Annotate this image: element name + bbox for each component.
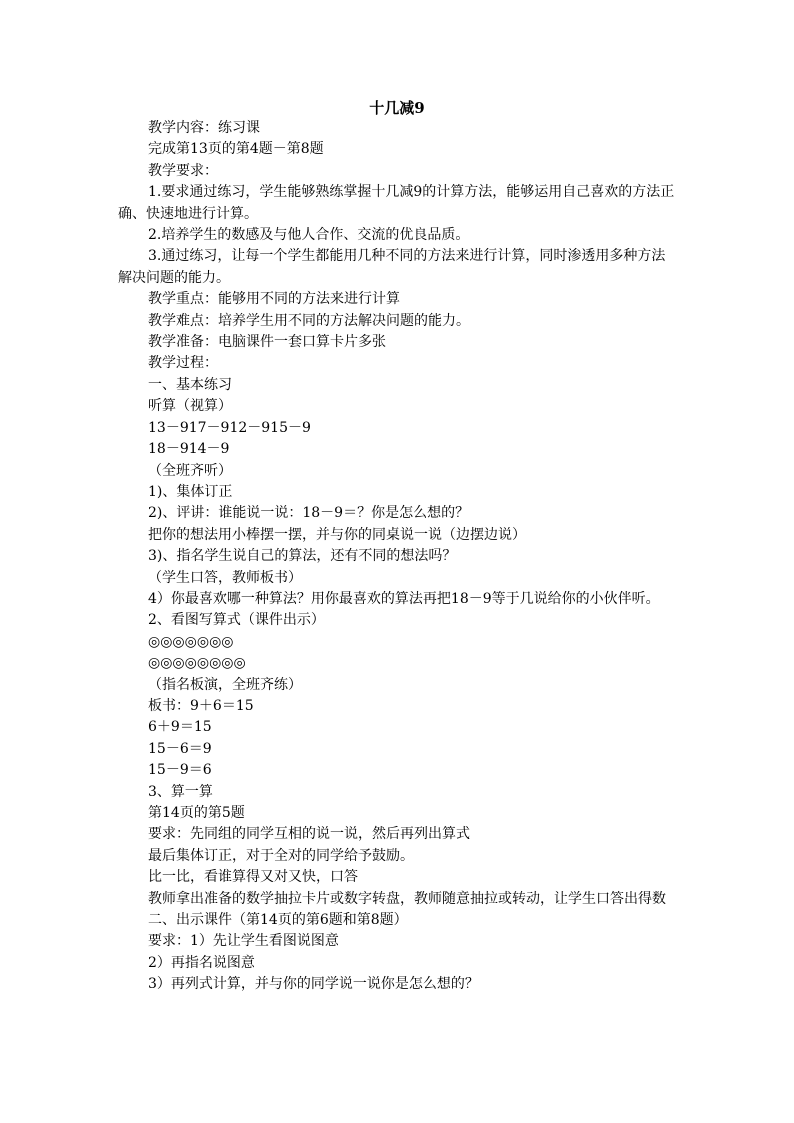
paragraph: 最后集体订正，对于全对的同学给予鼓励。 xyxy=(148,847,414,864)
paragraph: 3)、指名学生说自己的算法，还有不同的想法吗？ xyxy=(148,548,457,565)
paragraph: 3.通过练习，让每一个学生都能用几种不同的方法来进行计算，同时渗透用多种方法解决问题的能力。 xyxy=(118,248,666,286)
paragraph: 4）你最喜欢哪一种算法？用你最喜欢的算法再把18－9等于几说给你的小伙伴听。 xyxy=(148,590,660,607)
paragraph: 教学准备：电脑课件一套口算卡片多张 xyxy=(148,334,386,351)
paragraph: （学生口答，教师板书） xyxy=(148,569,302,586)
paragraph: 第14页的第5题 xyxy=(148,805,245,821)
paragraph: 3、算一算 xyxy=(148,783,213,800)
paragraph: 2.培养学生的数感及与他人合作、交流的优良品质。 xyxy=(148,227,470,244)
paragraph: 教学难点：培养学生用不同的方法解决问题的能力。 xyxy=(148,312,470,329)
document-body xyxy=(118,118,678,996)
paragraph: 教学要求： xyxy=(148,162,218,179)
paragraph: ◎◎◎◎◎◎◎ xyxy=(148,633,234,650)
paragraph: 2)、评讲：谁能说一说：18－9＝？你是怎么想的？ xyxy=(148,505,470,522)
paragraph: 15－6＝9 xyxy=(148,740,212,757)
paragraph: 完成第13页的第4题－第8题 xyxy=(148,141,324,158)
paragraph: 听算（视算） xyxy=(148,398,232,415)
paragraph: 二、出示课件（第14页的第6题和第8题） xyxy=(148,912,408,929)
paragraph: （全班齐听） xyxy=(148,462,232,479)
paragraph: 1)、集体订正 xyxy=(148,483,233,500)
paragraph: 2）再指名说图意 xyxy=(148,954,255,971)
paragraph: 教学重点：能够用不同的方法来进行计算 xyxy=(148,291,400,308)
paragraph: 18－914－9 xyxy=(148,441,230,458)
paragraph: 把你的想法用小棒摆一摆，并与你的同桌说一说（边摆边说） xyxy=(148,526,526,543)
paragraph: 教学内容：练习课 xyxy=(148,120,260,136)
paragraph: 要求：先同组的同学互相的说一说，然后再列出算式 xyxy=(148,826,470,843)
document-title: 十几减9 xyxy=(369,99,425,117)
paragraph: 板书：9＋6＝15 xyxy=(148,697,254,714)
paragraph: 教师拿出准备的数学抽拉卡片或数字转盘，教师随意抽拉或转动，让学生口答出得数 xyxy=(148,890,666,907)
paragraph: 要求：1）先让学生看图说图意 xyxy=(148,933,339,950)
paragraph: 15－9＝6 xyxy=(148,762,212,779)
paragraph: 6＋9＝15 xyxy=(148,719,212,736)
paragraph: （指名板演，全班齐练） xyxy=(148,676,302,693)
paragraph: ◎◎◎◎◎◎◎◎ xyxy=(148,655,246,672)
paragraph: 教学过程： xyxy=(148,355,218,372)
paragraph: 2、看图写算式（课件出示） xyxy=(148,612,325,629)
paragraph: 比一比，看谁算得又对又快，口答 xyxy=(148,869,358,886)
paragraph: 3）再列式计算，并与你的同学说一说你是怎么想的？ xyxy=(148,976,479,993)
paragraph: 一、基本练习 xyxy=(148,376,232,393)
paragraph: 13－917－912－915－9 xyxy=(148,419,311,436)
paragraph: 1.要求通过练习，学生能够熟练掌握十几减9的计算方法，能够运用自己喜欢的方法正确、快速地进行计算。 xyxy=(118,184,675,222)
